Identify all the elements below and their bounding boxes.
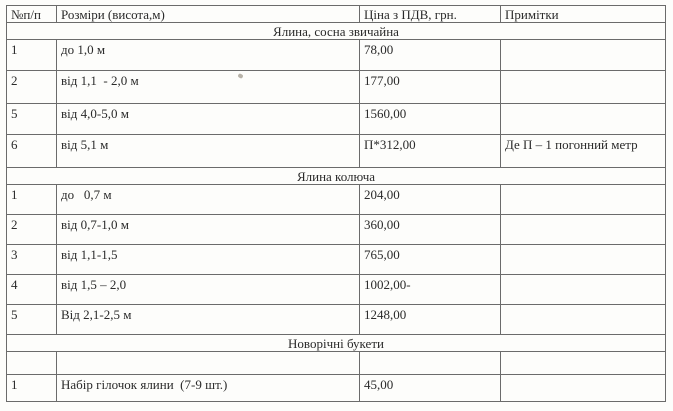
row-note bbox=[501, 104, 666, 135]
section-title: Ялина колюча bbox=[7, 168, 666, 185]
row-note bbox=[501, 185, 666, 215]
spacer-cell bbox=[501, 352, 666, 375]
row-price: 204,00 bbox=[360, 185, 501, 215]
row-num: 6 bbox=[7, 135, 57, 168]
row-size: до 0,7 м bbox=[57, 185, 360, 215]
table-row bbox=[7, 135, 666, 168]
spacer-cell bbox=[57, 352, 360, 375]
table-row bbox=[7, 375, 666, 402]
header-size: Розміри (висота,м) bbox=[57, 6, 360, 23]
table-row bbox=[7, 104, 666, 135]
row-num: 5 bbox=[7, 104, 57, 135]
row-note bbox=[501, 275, 666, 305]
table-row bbox=[7, 245, 666, 275]
row-note bbox=[501, 245, 666, 275]
section-title-row bbox=[7, 23, 666, 40]
row-note bbox=[501, 305, 666, 335]
spacer-row bbox=[7, 352, 666, 375]
row-price: 1002,00- bbox=[360, 275, 501, 305]
header-num: №п/п bbox=[7, 6, 57, 23]
row-note: Де П – 1 погонний метр bbox=[501, 135, 666, 168]
section-title-row bbox=[7, 335, 666, 352]
row-note bbox=[501, 215, 666, 245]
spacer-cell bbox=[7, 352, 57, 375]
row-num: 2 bbox=[7, 71, 57, 104]
row-price: 360,00 bbox=[360, 215, 501, 245]
section-title: Ялина, сосна звичайна bbox=[7, 23, 666, 40]
row-size: від 4,0-5,0 м bbox=[57, 104, 360, 135]
section-title-row bbox=[7, 168, 666, 185]
row-price: 177,00 bbox=[360, 71, 501, 104]
row-price: 1560,00 bbox=[360, 104, 501, 135]
row-size: від 1,5 – 2,0 bbox=[57, 275, 360, 305]
row-price: 78,00 bbox=[360, 40, 501, 71]
table-row bbox=[7, 305, 666, 335]
row-num: 3 bbox=[7, 245, 57, 275]
row-size: від 1,1 - 2,0 м bbox=[57, 71, 360, 104]
table-row bbox=[7, 275, 666, 305]
header-notes: Примітки bbox=[501, 6, 666, 23]
row-num: 4 bbox=[7, 275, 57, 305]
row-size: до 1,0 м bbox=[57, 40, 360, 71]
row-price: 765,00 bbox=[360, 245, 501, 275]
row-size: від 5,1 м bbox=[57, 135, 360, 168]
row-note bbox=[501, 71, 666, 104]
row-num: 1 bbox=[7, 375, 57, 402]
table-row bbox=[7, 71, 666, 104]
row-size: від 0,7-1,0 м bbox=[57, 215, 360, 245]
table-row bbox=[7, 185, 666, 215]
row-price: 1248,00 bbox=[360, 305, 501, 335]
row-note bbox=[501, 40, 666, 71]
row-size: від 1,1-1,5 bbox=[57, 245, 360, 275]
row-size: Набір гілочок ялини (7-9 шт.) bbox=[57, 375, 360, 402]
header-price: Ціна з ПДВ, грн. bbox=[360, 6, 501, 23]
row-note bbox=[501, 375, 666, 402]
table-row bbox=[7, 40, 666, 71]
row-price: П*312,00 bbox=[360, 135, 501, 168]
row-size: Від 2,1-2,5 м bbox=[57, 305, 360, 335]
table-header-row bbox=[7, 6, 666, 23]
row-num: 2 bbox=[7, 215, 57, 245]
row-num: 1 bbox=[7, 40, 57, 71]
row-price: 45,00 bbox=[360, 375, 501, 402]
row-num: 5 bbox=[7, 305, 57, 335]
spacer-cell bbox=[360, 352, 501, 375]
price-table bbox=[6, 5, 666, 402]
row-num: 1 bbox=[7, 185, 57, 215]
section-title: Новорічні букети bbox=[7, 335, 666, 352]
table-row bbox=[7, 215, 666, 245]
